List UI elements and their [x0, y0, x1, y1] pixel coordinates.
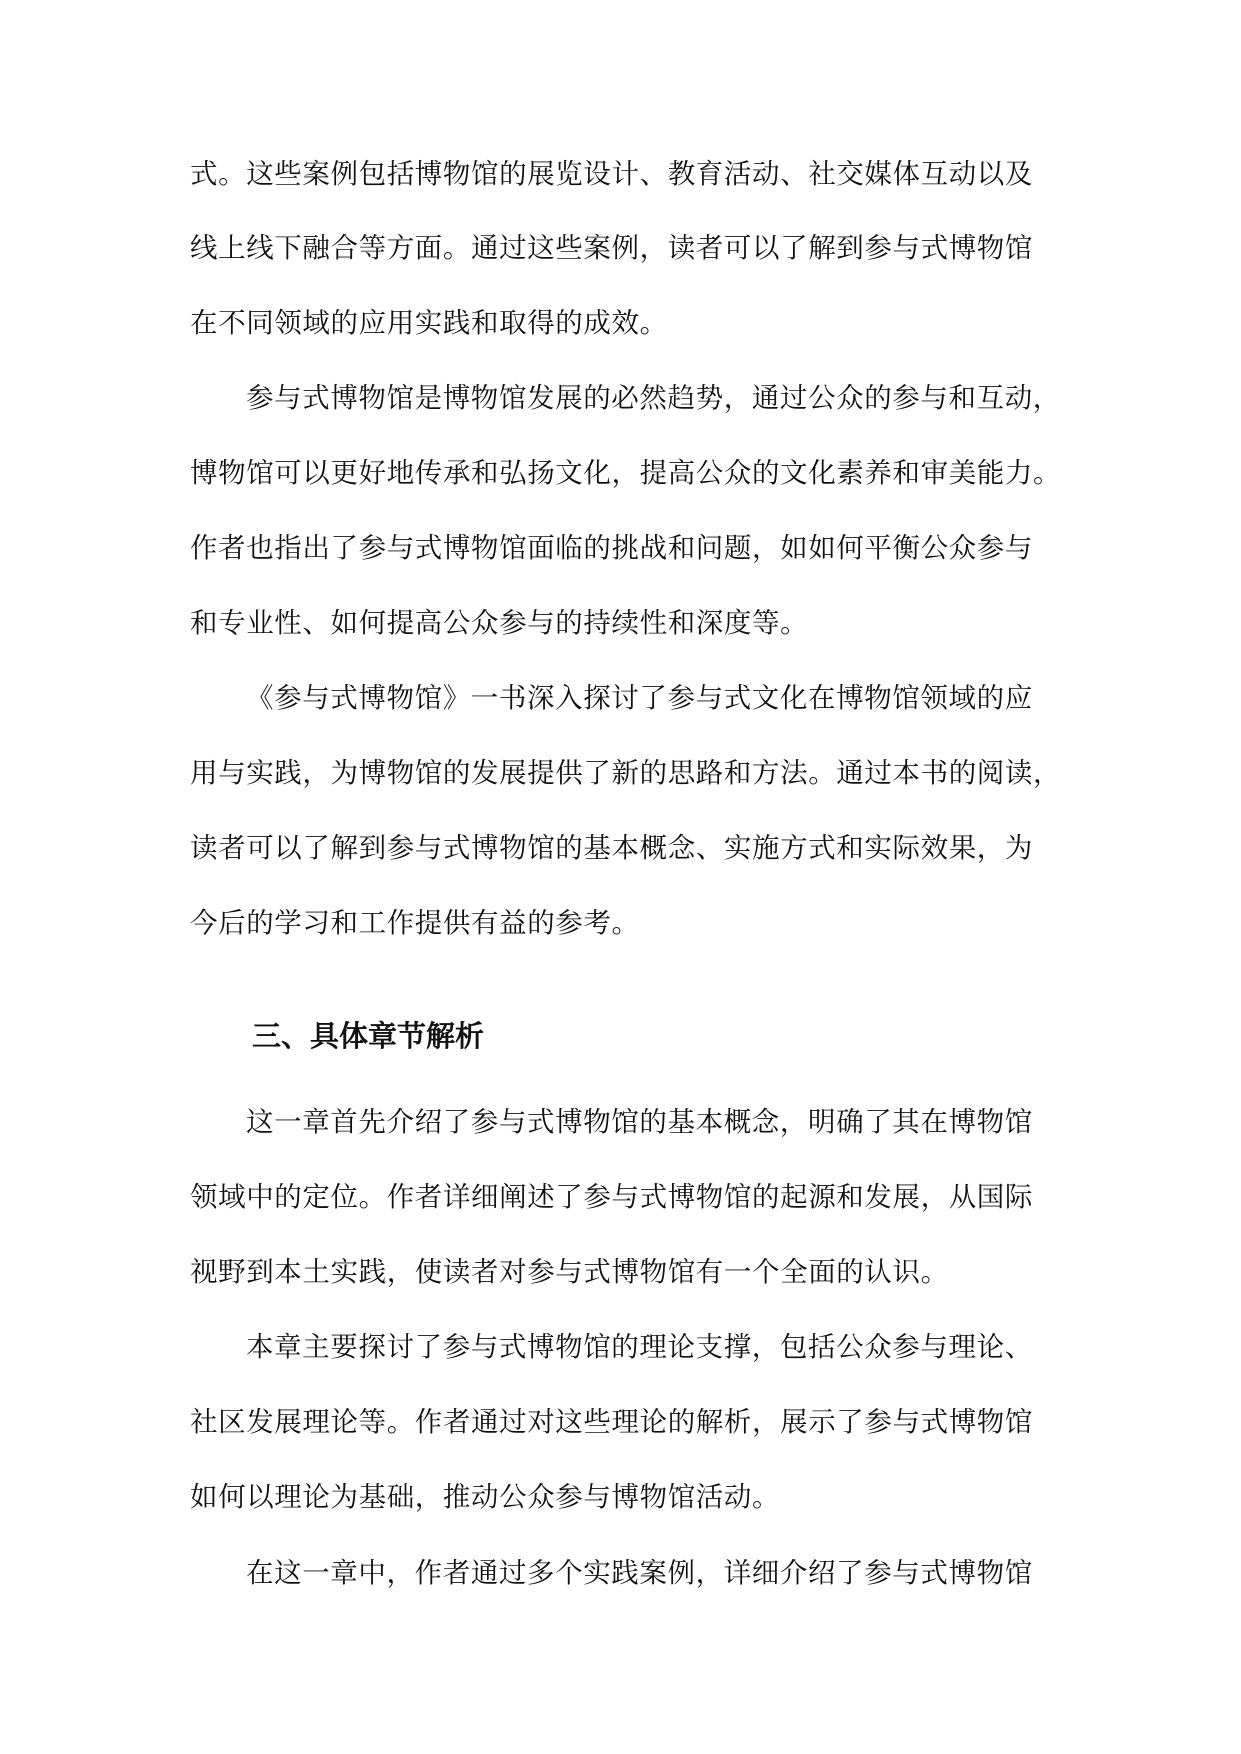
- paragraph-2-line-4: 和专业性、如何提高公众参与的持续性和深度等。: [190, 607, 809, 639]
- paragraph-1-line-3: 在不同领域的应用实践和取得的成效。: [190, 307, 668, 339]
- paragraph-4-line-2: 领域中的定位。作者详细阐述了参与式博物馆的起源和发展，从国际: [190, 1181, 1033, 1213]
- paragraph-2-line-1: 参与式博物馆是博物馆发展的必然趋势，通过公众的参与和互动，: [246, 382, 1061, 414]
- paragraph-3-line-2: 用与实践，为博物馆的发展提供了新的思路和方法。通过本书的阅读，: [190, 757, 1062, 789]
- paragraph-3-line-3: 读者可以了解到参与式博物馆的基本概念、实施方式和实际效果，为: [190, 832, 1033, 864]
- paragraph-3-line-4: 今后的学习和工作提供有益的参考。: [190, 907, 640, 939]
- section-heading: 三、具体章节解析: [252, 1019, 485, 1053]
- paragraph-5-line-3: 如何以理论为基础，推动公众参与博物馆活动。: [190, 1481, 781, 1513]
- paragraph-3-line-1: 《参与式博物馆》一书深入探讨了参与式文化在博物馆领域的应: [246, 682, 1033, 714]
- paragraph-6-line-1: 在这一章中，作者通过多个实践案例，详细介绍了参与式博物馆: [246, 1557, 1033, 1589]
- paragraph-1-line-2: 线上线下融合等方面。通过这些案例，读者可以了解到参与式博物馆: [190, 232, 1033, 264]
- paragraph-5-line-1: 本章主要探讨了参与式博物馆的理论支撑，包括公众参与理论、: [246, 1331, 1033, 1363]
- paragraph-5-line-2: 社区发展理论等。作者通过对这些理论的解析，展示了参与式博物馆: [190, 1406, 1033, 1438]
- paragraph-4-line-3: 视野到本土实践，使读者对参与式博物馆有一个全面的认识。: [190, 1256, 949, 1288]
- paragraph-1-line-1: 式。这些案例包括博物馆的展览设计、教育活动、社交媒体互动以及: [190, 158, 1033, 190]
- paragraph-4-line-1: 这一章首先介绍了参与式博物馆的基本概念，明确了其在博物馆: [246, 1106, 1033, 1138]
- paragraph-2-line-2: 博物馆可以更好地传承和弘扬文化，提高公众的文化素养和审美能力。: [190, 457, 1062, 489]
- paragraph-2-line-3: 作者也指出了参与式博物馆面临的挑战和问题，如如何平衡公众参与: [190, 532, 1033, 564]
